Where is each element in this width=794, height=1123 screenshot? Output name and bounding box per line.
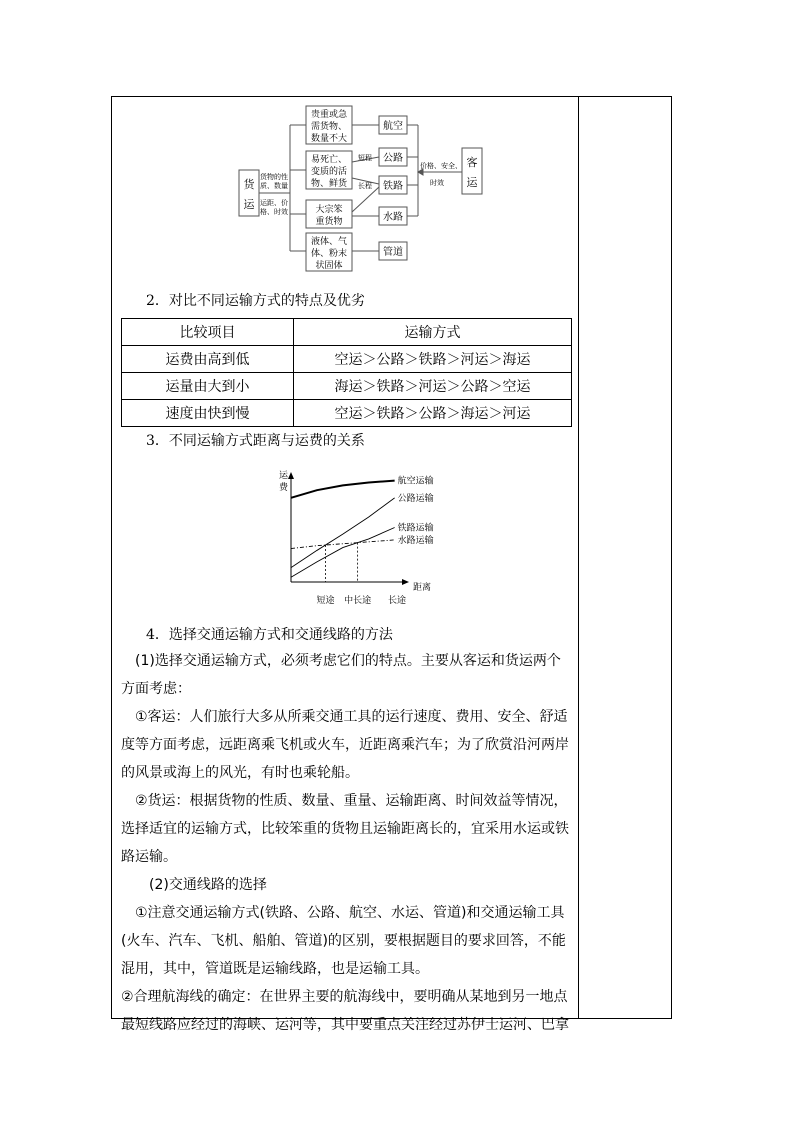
table-cell: 速度由快到慢 xyxy=(122,400,294,427)
goods-valuable-1: 贵重或急 xyxy=(310,110,348,120)
long-label: 长程 xyxy=(358,182,372,190)
distance-cost-chart xyxy=(272,464,472,610)
passenger-label-2: 运 xyxy=(466,176,478,189)
transport-diagram xyxy=(236,100,500,276)
paragraph-5: ①注意交通运输方式(铁路、公路、航空、水运、管道)和交通运输工具(火车、汽车、飞机、船舶、管道)的区别，要根据题目的要求回答，不能混用，其中，管道既是运输线路，也是运输工具。 xyxy=(121,905,566,977)
criteria-top-1: 货物的性 xyxy=(260,173,288,181)
section-2-title: 2．对比不同运输方式的特点及优劣 xyxy=(146,293,365,309)
table-row xyxy=(122,400,572,427)
table-header-row xyxy=(122,319,572,346)
table-header-item: 比较项目 xyxy=(122,319,294,346)
passenger-label-1: 客 xyxy=(466,156,478,169)
goods-bulky-1: 大宗笨 xyxy=(315,205,343,215)
paragraph-2: ①客运：人们旅行大多从所乘交通工具的运行速度、费用、安全、舒适度等方面考虑，远距离乘飞机或火车，近距离乘汽车；为了欣赏沿河两岸的风景或海上的风光，有时也乘轮船。 xyxy=(121,709,569,781)
series-line-0 xyxy=(291,481,395,498)
series-label-1: 公路运输 xyxy=(397,493,434,504)
goods-perishable-3: 物、鲜货 xyxy=(310,179,348,189)
mode-water: 水路 xyxy=(383,212,403,223)
mode-air: 航空 xyxy=(383,121,403,132)
cargo-label-2: 运 xyxy=(243,198,255,211)
series-label-2: 铁路运输 xyxy=(397,523,434,534)
short-label: 短程 xyxy=(358,154,372,162)
section-4-title: 4．选择交通运输方式和交通线路的方法 xyxy=(146,627,393,643)
paragraph-6: ②合理航海线的确定：在世界主要的航海线中，要明确从某地到另一地点最短线路应经过的海峡、运河等，其中要重点关注经过苏伊士运河、巴拿 xyxy=(121,989,569,1033)
table-cell: 海运＞铁路＞河运＞公路＞空运 xyxy=(294,373,572,400)
series-label-3: 水路运输 xyxy=(397,535,434,546)
mode-road: 公路 xyxy=(383,153,403,164)
goods-perishable-2: 变质的活 xyxy=(310,167,348,177)
mode-rail: 铁路 xyxy=(383,181,403,192)
series-line-2 xyxy=(291,527,395,577)
table-cell: 空运＞铁路＞公路＞海运＞河运 xyxy=(294,400,572,427)
paragraph-4: (2)交通线路的选择 xyxy=(149,877,267,893)
criteria-bottom-1: 运距、价 xyxy=(260,199,288,207)
criteria-bottom-2: 格、时效 xyxy=(260,208,288,216)
column-divider xyxy=(578,96,579,1019)
goods-fluid-2: 体、粉末 xyxy=(310,249,348,259)
section-3-title: 3．不同运输方式距离与运费的关系 xyxy=(146,433,365,449)
goods-fluid-1: 液体、气 xyxy=(310,237,348,247)
y-axis-label-2: 费 xyxy=(279,483,289,493)
paragraph-3: ②货运：根据货物的性质、数量、重量、运输距离、时间效益等情况，选择适宜的运输方式，比较笨重的货物且运输距离长的，宜采用水运或铁路运输。 xyxy=(121,793,569,865)
goods-perishable-1: 易死亡、 xyxy=(310,155,348,165)
table-cell: 空运＞公路＞铁路＞河运＞海运 xyxy=(294,346,572,373)
x-tick-label-0: 短途 xyxy=(316,596,335,606)
criteria-top-2: 质、数量 xyxy=(260,182,288,190)
cargo-label-1: 货 xyxy=(243,178,255,191)
table-cell: 运量由大到小 xyxy=(122,373,294,400)
series-line-1 xyxy=(291,498,395,568)
goods-fluid-3: 状固体 xyxy=(315,261,343,271)
goods-bulky-2: 重货物 xyxy=(315,217,343,227)
comparison-table xyxy=(121,318,572,427)
goods-valuable-3: 数量不大 xyxy=(310,134,348,144)
series-label-0: 航空运输 xyxy=(397,476,434,487)
passenger-criteria-2: 时效 xyxy=(430,179,444,187)
table-header-mode: 运输方式 xyxy=(294,319,572,346)
mode-pipeline: 管道 xyxy=(383,247,403,258)
table-cell: 运费由高到低 xyxy=(122,346,294,373)
y-axis-arrow xyxy=(288,472,294,479)
x-axis-label: 距离 xyxy=(413,583,432,593)
paragraph-1: (1)选择交通运输方式，必须考虑它们的特点。主要从客运和货运两个方面考虑： xyxy=(121,653,561,697)
y-axis-label-1: 运 xyxy=(279,471,289,481)
x-axis-arrow xyxy=(402,579,409,585)
x-tick-label-2: 长途 xyxy=(387,596,407,606)
goods-valuable-2: 需货物、 xyxy=(310,122,348,132)
table-row xyxy=(122,346,572,373)
x-tick-label-1: 中长途 xyxy=(344,596,372,606)
table-row xyxy=(122,373,572,400)
passenger-criteria-1: 价格、安全、 xyxy=(420,162,462,170)
body-text xyxy=(121,647,572,1039)
